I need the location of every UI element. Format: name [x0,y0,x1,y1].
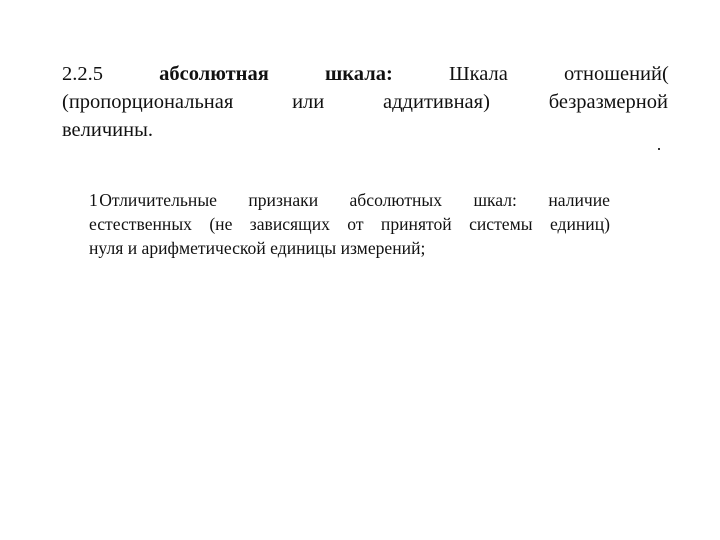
term-line-3 [62,116,668,144]
note-word: зависящих [249,214,330,234]
stray-mark [658,148,660,150]
note-word: принятой [380,214,452,234]
note-number: 1 [89,190,98,210]
term-number: 2.2.5 [62,63,103,85]
term-line-2 [62,88,668,116]
note-paragraph [89,188,610,260]
definition-word: величины. [62,119,154,141]
definition-word: или [292,91,325,113]
note-word: единиц) [549,214,610,234]
definition-word: аддитивная) [383,91,490,113]
note-word: абсолютных [349,190,443,210]
term-name: абсолютная [159,63,269,85]
note-word: признаки [248,190,319,210]
term-line-1 [62,60,668,88]
term-definition [62,60,668,144]
definition-word-text: отношений [564,63,662,85]
note-word: шкал: [473,190,517,210]
note-word: системы [469,214,533,234]
note-line-1 [89,188,610,212]
note-line-3 [89,236,610,260]
note-word: (не [209,214,233,234]
definition-word: (пропорциональная [62,91,234,113]
definition-word: Шкала [448,63,508,85]
note-word: нуля и арифметической единицы измерений; [89,238,426,258]
term-name-word2: шкала: [324,63,393,85]
note-word: естественных [89,214,192,234]
note-word: Отличительные [99,190,217,210]
note-word: от [347,214,364,234]
note-word: наличие [548,190,610,210]
clipped-character: ( [662,63,669,85]
note-line-2 [89,212,610,236]
definition-word: безразмерной [548,91,668,113]
definition-word [564,60,668,88]
